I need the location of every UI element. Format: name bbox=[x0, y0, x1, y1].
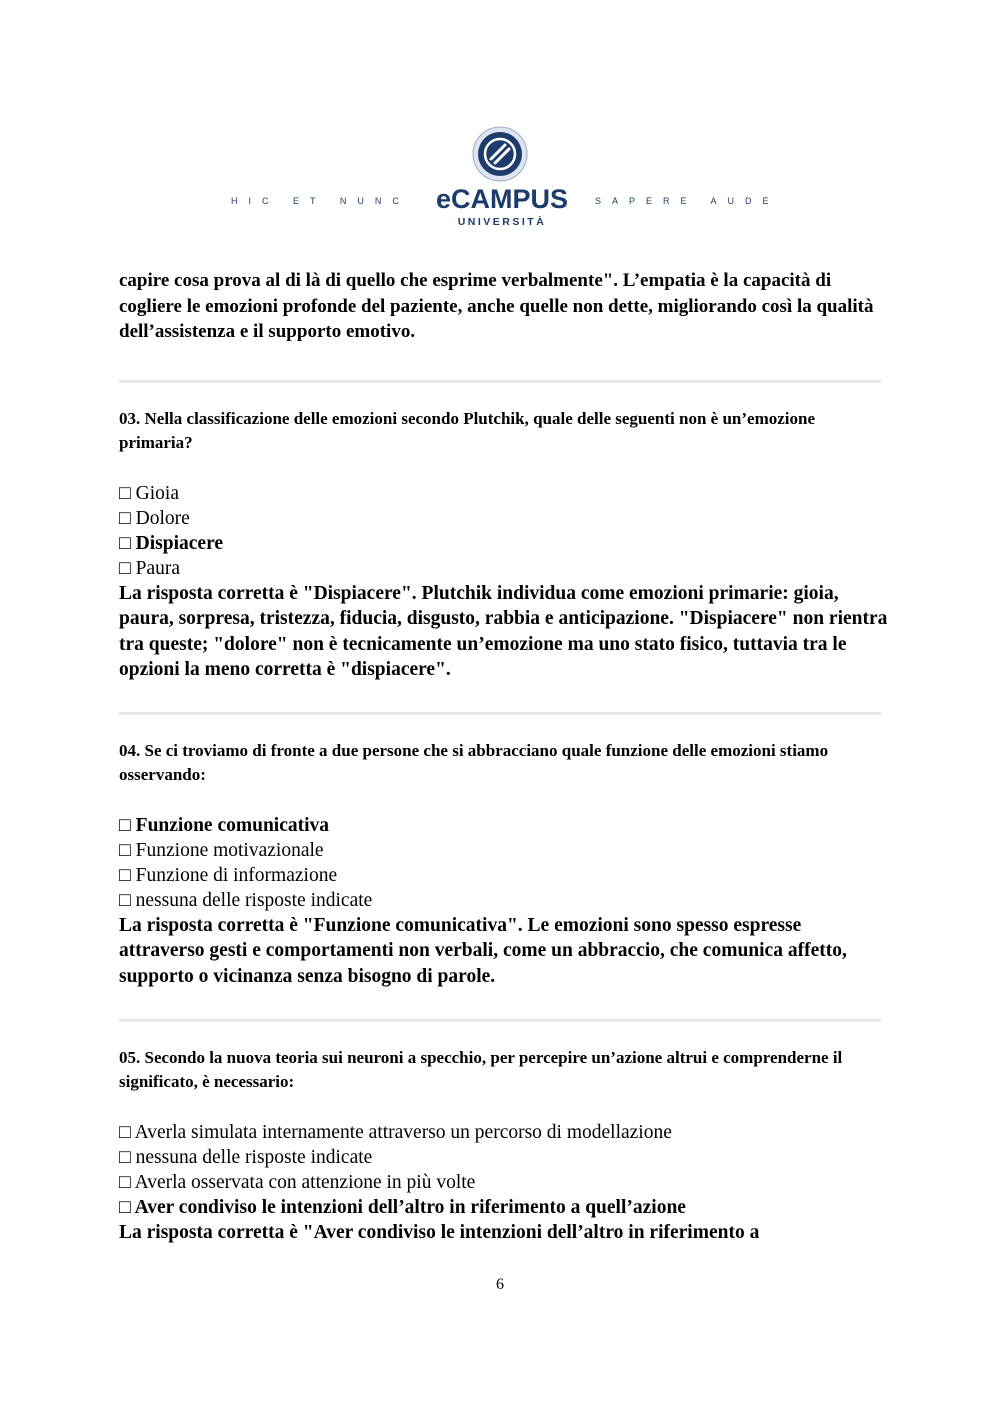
options-list bbox=[119, 813, 889, 913]
question-text: 03. Nella classificazione delle emozioni secondo Plutchik, quale delle seguenti non è un’emozione primaria? bbox=[119, 408, 816, 452]
page-header bbox=[0, 120, 1000, 235]
option: □ Averla simulata internamente attraverso un percorso di modellazione bbox=[119, 1122, 672, 1143]
answer-explanation: La risposta corretta è "Funzione comunicativa". Le emozioni sono spesso espresse attraverso gesti e comportamenti non verbali, come un abbraccio, che comunica affetto, supporto o vicinanza senza bisogno di parole. bbox=[119, 914, 847, 987]
question-text: 04. Se ci troviamo di fronte a due persone che si abbracciano quale funzione delle emozioni stiamo osservando: bbox=[119, 740, 829, 784]
option: □ Dolore bbox=[119, 507, 190, 529]
answer-explanation: La risposta corretta è "Dispiacere". Plutchik individua come emozioni primarie: gioia, paura, sorpresa, tristezza, fiducia, disgusto, rabbia e anticipazione. "Dispiacere" non rientra tra queste; "dolore" non è tecnicamente un’emozione ma uno stato fisico, tuttavia tra le opzioni la meno corretta è "dispiacere". bbox=[119, 582, 888, 680]
question-text: 05. Secondo la nuova teoria sui neuroni a specchio, per percepire un’azione altrui e comprenderne il significato, è necessario: bbox=[119, 1048, 843, 1091]
option: □ nessuna delle risposte indicate bbox=[119, 889, 373, 911]
question-block bbox=[119, 407, 889, 683]
question-block bbox=[119, 1046, 889, 1246]
motto-right: SAPERE AUDE bbox=[595, 196, 780, 206]
option: □ Funzione di informazione bbox=[119, 864, 338, 886]
options-list bbox=[119, 481, 889, 581]
motto-left: HIC ET NUNC bbox=[231, 196, 410, 206]
brand-subtitle: UNIVERSITÀ bbox=[457, 216, 547, 228]
options-list bbox=[119, 1120, 889, 1220]
intro-paragraph: capire cosa prova al di là di quello che esprime verbalmente". L’empatia è la capacità di cogliere le emozioni profonde del paziente, anche quelle non dette, migliorando così la qualità dell’assistenza e il supporto emotivo. bbox=[119, 270, 874, 342]
option: □ Paura bbox=[119, 557, 181, 579]
option-correct: □ Dispiacere bbox=[119, 532, 224, 554]
option-correct: □ Aver condiviso le intenzioni dell’altro in riferimento a quell’azione bbox=[119, 1197, 686, 1218]
answer-explanation: La risposta corretta è "Aver condiviso le intenzioni dell’altro in riferimento a bbox=[119, 1222, 760, 1243]
brand-logo: eCAMPUS bbox=[435, 184, 569, 214]
document-body bbox=[119, 268, 889, 1246]
option: □ Gioia bbox=[119, 482, 179, 504]
option: □ nessuna delle risposte indicate bbox=[119, 1147, 373, 1168]
option: □ Averla osservata con attenzione in più volte bbox=[119, 1172, 476, 1193]
question-block bbox=[119, 739, 889, 990]
page-number: 6 bbox=[496, 1276, 504, 1293]
university-seal-icon bbox=[472, 126, 528, 182]
option: □ Funzione motivazionale bbox=[119, 839, 324, 861]
option-correct: □ Funzione comunicativa bbox=[119, 814, 330, 836]
